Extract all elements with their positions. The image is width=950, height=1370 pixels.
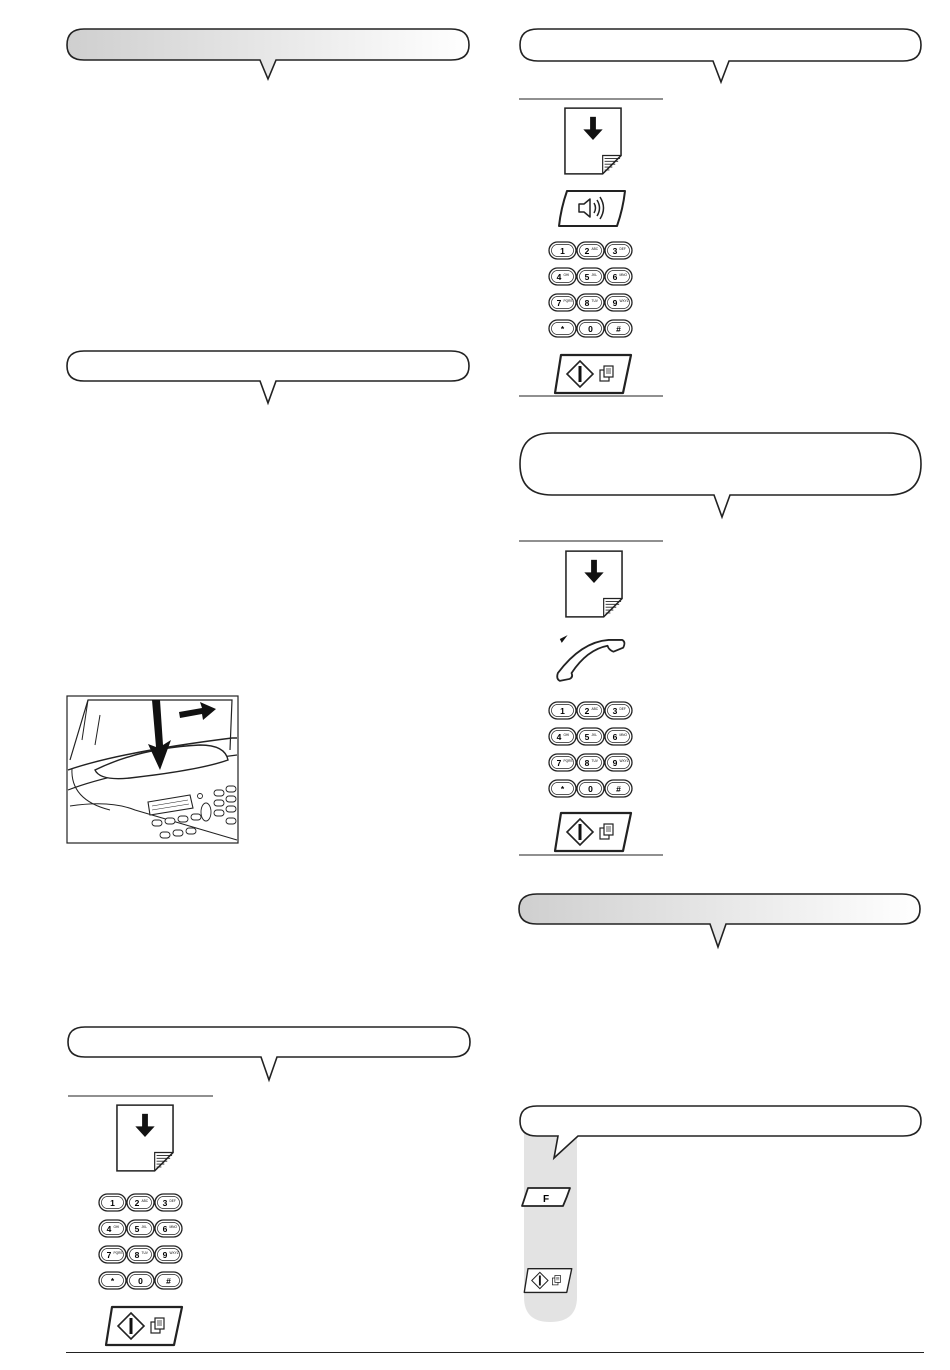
keypad-key-letters: JKL	[591, 733, 597, 737]
keypad-key-4[interactable]	[549, 268, 576, 285]
start-copy-button-icon[interactable]	[555, 355, 631, 393]
section-bubble-6	[519, 894, 920, 947]
keypad-key-digit: 7	[556, 298, 562, 308]
keypad-key-digit: *	[110, 1276, 115, 1286]
step-panel-left	[68, 1096, 213, 1345]
start-copy-button-icon[interactable]	[555, 813, 631, 851]
fax-document-loading-illustration	[67, 696, 238, 843]
keypad-key-7[interactable]	[99, 1246, 126, 1263]
keypad-key-letters: WXYZ	[169, 1251, 179, 1255]
keypad-key-hash[interactable]	[605, 320, 632, 337]
keypad-key-digit: 6	[162, 1224, 168, 1234]
keypad-key-5[interactable]	[127, 1220, 154, 1237]
keypad-key-digit: 6	[612, 272, 618, 282]
keypad-key-hash[interactable]	[605, 780, 632, 797]
keypad-key-letters: PQRS	[563, 299, 573, 303]
keypad-key-digit: 3	[162, 1198, 168, 1208]
keypad-key-letters: TUV	[591, 299, 598, 303]
keypad-key-digit: 0	[588, 324, 593, 334]
section-bubble-2	[67, 351, 469, 403]
keypad-key-digit: 3	[612, 706, 618, 716]
keypad-key-5[interactable]	[577, 728, 604, 745]
keypad-key-letters: PQRS	[563, 759, 573, 763]
keypad-icon	[549, 702, 632, 797]
keypad-key-digit: 5	[134, 1224, 140, 1234]
keypad-key-digit: 0	[138, 1276, 143, 1286]
keypad-key-letters: WXYZ	[619, 299, 629, 303]
document-feed-icon	[117, 1105, 173, 1171]
keypad-key-letters: MNO	[169, 1225, 177, 1229]
keypad-key-digit: 4	[556, 732, 562, 742]
keypad-key-9[interactable]	[155, 1246, 182, 1263]
keypad-key-2[interactable]	[127, 1194, 154, 1211]
step-panel-right-2	[519, 541, 663, 855]
keypad-key-2[interactable]	[577, 702, 604, 719]
start-copy-button-icon[interactable]	[106, 1307, 182, 1345]
keypad-key-1[interactable]	[549, 702, 576, 719]
speaker-button-icon[interactable]	[559, 191, 625, 226]
keypad-key-1[interactable]	[549, 242, 576, 259]
keypad-key-3[interactable]	[605, 242, 632, 259]
keypad-key-digit: 1	[560, 246, 565, 256]
keypad-key-digit: 1	[560, 706, 565, 716]
keypad-key-letters: PQRS	[113, 1251, 123, 1255]
section-bubble-5	[520, 433, 921, 517]
keypad-key-digit: 9	[162, 1250, 168, 1260]
keypad-icon	[549, 242, 632, 337]
keypad-key-6[interactable]	[605, 268, 632, 285]
document-feed-icon	[566, 551, 622, 617]
step-panel-right-1	[519, 99, 663, 396]
keypad-key-6[interactable]	[155, 1220, 182, 1237]
keypad-key-star[interactable]	[549, 780, 576, 797]
keypad-key-digit: *	[560, 784, 565, 794]
document-feed-icon	[565, 108, 621, 174]
keypad-key-letters: JKL	[141, 1225, 147, 1229]
handset-icon[interactable]	[557, 635, 624, 681]
keypad-key-4[interactable]	[549, 728, 576, 745]
keypad-key-letters: TUV	[141, 1251, 148, 1255]
keypad-key-letters: GHI	[563, 273, 570, 277]
keypad-key-letters: MNO	[619, 273, 627, 277]
keypad-key-star[interactable]	[549, 320, 576, 337]
keypad-key-digit: 3	[612, 246, 618, 256]
keypad-key-letters: TUV	[591, 759, 598, 763]
keypad-key-letters: MNO	[619, 733, 627, 737]
keypad-key-letters: ABC	[591, 247, 599, 251]
section-bubble-7	[520, 1106, 921, 1322]
keypad-key-digit: 8	[134, 1250, 140, 1260]
keypad-key-9[interactable]	[605, 754, 632, 771]
keypad-key-3[interactable]	[605, 702, 632, 719]
keypad-key-letters: DEF	[619, 247, 626, 251]
keypad-key-digit: 7	[106, 1250, 112, 1260]
keypad-key-7[interactable]	[549, 294, 576, 311]
keypad-key-8[interactable]	[127, 1246, 154, 1263]
keypad-key-0[interactable]	[577, 780, 604, 797]
keypad-key-8[interactable]	[577, 754, 604, 771]
keypad-key-3[interactable]	[155, 1194, 182, 1211]
keypad-key-digit: 8	[584, 298, 590, 308]
keypad-key-digit: 2	[584, 246, 590, 256]
keypad-key-letters: ABC	[141, 1199, 149, 1203]
keypad-key-digit: 5	[584, 732, 590, 742]
keypad-key-digit: 7	[556, 758, 562, 768]
keypad-key-7[interactable]	[549, 754, 576, 771]
keypad-key-5[interactable]	[577, 268, 604, 285]
keypad-key-digit: 1	[110, 1198, 115, 1208]
function-key-icon[interactable]	[522, 1188, 570, 1206]
section-bubble-4	[520, 29, 921, 82]
keypad-key-digit: #	[616, 784, 621, 794]
keypad-key-digit: 5	[584, 272, 590, 282]
keypad-key-digit: 2	[134, 1198, 140, 1208]
keypad-key-8[interactable]	[577, 294, 604, 311]
keypad-key-4[interactable]	[99, 1220, 126, 1237]
keypad-key-6[interactable]	[605, 728, 632, 745]
keypad-key-digit: 4	[556, 272, 562, 282]
keypad-key-digit: 9	[612, 758, 618, 768]
keypad-key-9[interactable]	[605, 294, 632, 311]
keypad-key-letters: ABC	[591, 707, 599, 711]
keypad-key-letters: GHI	[563, 733, 570, 737]
keypad-key-0[interactable]	[127, 1272, 154, 1289]
keypad-key-hash[interactable]	[155, 1272, 182, 1289]
keypad-key-letters: WXYZ	[619, 759, 629, 763]
keypad-key-digit: 0	[588, 784, 593, 794]
keypad-key-digit: 8	[584, 758, 590, 768]
keypad-key-letters: JKL	[591, 273, 597, 277]
keypad-key-letters: DEF	[619, 707, 626, 711]
section-bubble-1	[67, 29, 469, 79]
keypad-key-digit: #	[166, 1276, 171, 1286]
keypad-key-digit: 9	[612, 298, 618, 308]
keypad-key-digit: *	[560, 324, 565, 334]
keypad-key-2[interactable]	[577, 242, 604, 259]
keypad-key-letters: GHI	[113, 1225, 120, 1229]
keypad-icon	[99, 1194, 182, 1289]
keypad-key-digit: 6	[612, 732, 618, 742]
start-copy-button-icon[interactable]	[524, 1269, 572, 1293]
function-key-label: F	[542, 1194, 550, 1205]
keypad-key-star[interactable]	[99, 1272, 126, 1289]
keypad-key-digit: 4	[106, 1224, 112, 1234]
keypad-key-letters: DEF	[169, 1199, 176, 1203]
keypad-key-digit: 2	[584, 706, 590, 716]
keypad-key-0[interactable]	[577, 320, 604, 337]
keypad-key-digit: #	[616, 324, 621, 334]
page-bottom-rule	[66, 1352, 924, 1353]
keypad-key-1[interactable]	[99, 1194, 126, 1211]
section-bubble-3	[68, 1027, 470, 1080]
